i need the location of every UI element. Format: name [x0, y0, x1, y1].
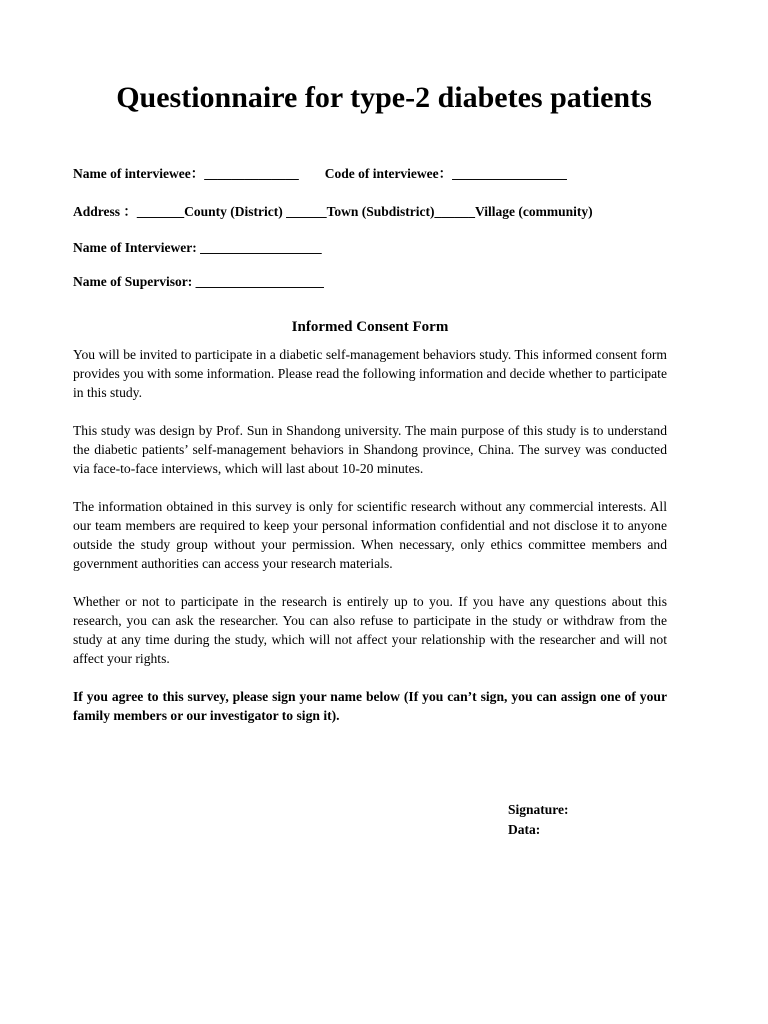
signature-label: Signature:	[508, 802, 569, 817]
interviewee-row	[73, 165, 567, 183]
agreement-statement: If you agree to this survey, please sign your name below (If you can’t sign, you can assign one of your family members or our investigator to sign it).	[73, 689, 667, 723]
interviewee-code-field: Code of interviewee：_________________	[324, 166, 567, 181]
interviewee-name-field: Name of interviewee：______________	[73, 166, 299, 181]
address-field: Address ：_______County (District) ______Town (Subdistrict)______Village (community)	[73, 204, 593, 219]
date-label: Data:	[508, 822, 541, 837]
consent-heading: Informed Consent Form	[291, 319, 449, 335]
signature-block	[508, 800, 569, 840]
supervisor-field: Name of Supervisor: ___________________	[73, 274, 324, 289]
consent-paragraph: This study was design by Prof. Sun in Shandong university. The main purpose of this study is to understand the diabetic patients’ self-management behaviors in Shandong province, China. The survey was conducted via face-to-face interviews, which will last about 10-20 minutes.	[73, 423, 667, 476]
consent-paragraph: The information obtained in this survey is only for scientific research without any commercial interests. All our team members are required to keep your personal information confidential and not disclose it to anyone outside the study group without your permission. When necessary, only ethics committee members and government authorities can access your research materials.	[73, 499, 667, 571]
interviewer-field: Name of Interviewer: __________________	[73, 240, 322, 255]
consent-paragraph: Whether or not to participate in the research is entirely up to you. If you have any questions about this research, you can ask the researcher. You can also refuse to participate in the study or withdraw from the study at any time during the study, which will not affect your relationship with the researcher and will not affect your rights.	[73, 594, 667, 666]
consent-paragraph: You will be invited to participate in a diabetic self-management behaviors study. This informed consent form provides you with some information. Please read the following information and decide whether to participate in this study.	[73, 347, 667, 400]
document-title: Questionnaire for type-2 diabetes patients	[116, 81, 652, 114]
